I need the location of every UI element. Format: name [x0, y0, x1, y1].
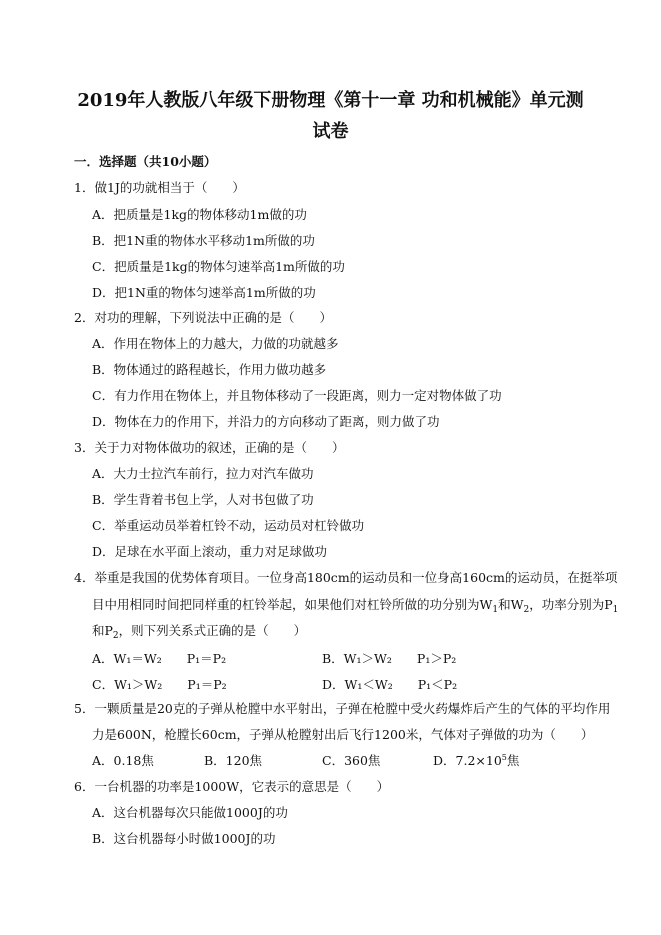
- question-6-option-b: B．这台机器每小时做1000J的功: [92, 831, 276, 846]
- question-2-option-a: A．作用在物体上的力越大，力做的功就越多: [92, 336, 339, 351]
- question-1-option-b: B．把1N重的物体水平移动1m所做的功: [92, 233, 315, 248]
- question-1-stem: 1．做1J的功就相当于（ ）: [74, 180, 245, 195]
- question-3-option-b: B．学生背着书包上学，人对书包做了功: [92, 492, 314, 507]
- question-2-option-b: B．物体通过的路程越长，作用力做功越多: [92, 362, 327, 377]
- question-6-option-a: A．这台机器每次只能做1000J的功: [92, 805, 288, 820]
- question-5-option-a: A．0.18焦: [92, 753, 154, 768]
- question-3-option-d: D．足球在水平面上滚动，重力对足球做功: [92, 544, 328, 559]
- question-5-option-b: B．120焦: [204, 753, 263, 768]
- question-1-option-a: A．把质量是1kg的物体移动1m做的功: [92, 207, 307, 222]
- question-3-stem: 3．关于力对物体做功的叙述，正确的是（ ）: [74, 440, 345, 455]
- question-5-stem-line-1: 5．一颗质量是20克的子弹从枪膛中水平射出，子弹在枪膛中受火药爆炸后产生的气体的平均作用: [74, 701, 611, 716]
- document-title-line-2: 试卷: [312, 121, 349, 142]
- question-4-option-d: D．W₁＜W₂ P₁＜P₂: [322, 677, 458, 692]
- question-1-option-c: C．把质量是1kg的物体匀速举高1m所做的功: [92, 259, 345, 274]
- question-2-stem: 2．对功的理解，下列说法中正确的是（ ）: [74, 310, 332, 325]
- question-4-option-c: C．W₁＞W₂ P₁＝P₂: [92, 677, 227, 692]
- question-4-option-b: B．W₁＞W₂ P₁＞P₂: [322, 651, 457, 666]
- question-2-option-d: D．物体在力的作用下，并沿力的方向移动了距离，则力做了功: [92, 414, 440, 429]
- document-title-line-1: 2019年人教版八年级下册物理《第十一章 功和机械能》单元测: [77, 90, 584, 111]
- section-heading: 一．选择题（共10小题）: [74, 154, 217, 169]
- question-6-stem: 6．一台机器的功率是1000W，它表示的意思是（ ）: [74, 779, 390, 794]
- question-5-stem-line-2: 力是600N，枪膛长60cm，子弹从枪膛射出后飞行1200米，气体对子弹做的功为（ ）: [92, 727, 594, 742]
- question-4-stem-line-2: 目中用相同时间把同样重的杠铃举起，如果他们对杠铃所做的功分别为$W_1$和$W_2$，功率分别为$P_1$: [92, 597, 619, 615]
- question-5-option-c: C．360焦: [322, 753, 381, 768]
- question-4-option-a: A．W₁＝W₂ P₁＝P₂: [92, 651, 227, 666]
- question-1-option-d: D．把1N重的物体匀速举高1m所做的功: [92, 285, 316, 300]
- question-3-option-a: A．大力士拉汽车前行，拉力对汽车做功: [92, 466, 314, 481]
- question-3-option-c: C．举重运动员举着杠铃不动，运动员对杠铃做功: [92, 518, 365, 533]
- question-4-stem-line-3: 和$P_2$，则下列关系式正确的是（ ）: [92, 623, 307, 641]
- question-5-option-d: D．$7.2\times 10^5$焦: [433, 753, 520, 768]
- question-4-stem-line-1: 4．举重是我国的优势体育项目。一位身高180cm的运动员和一位身高160cm的运动员，在挺举项: [74, 570, 618, 585]
- question-2-option-c: C．有力作用在物体上，并且物体移动了一段距离，则力一定对物体做了功: [92, 388, 502, 403]
